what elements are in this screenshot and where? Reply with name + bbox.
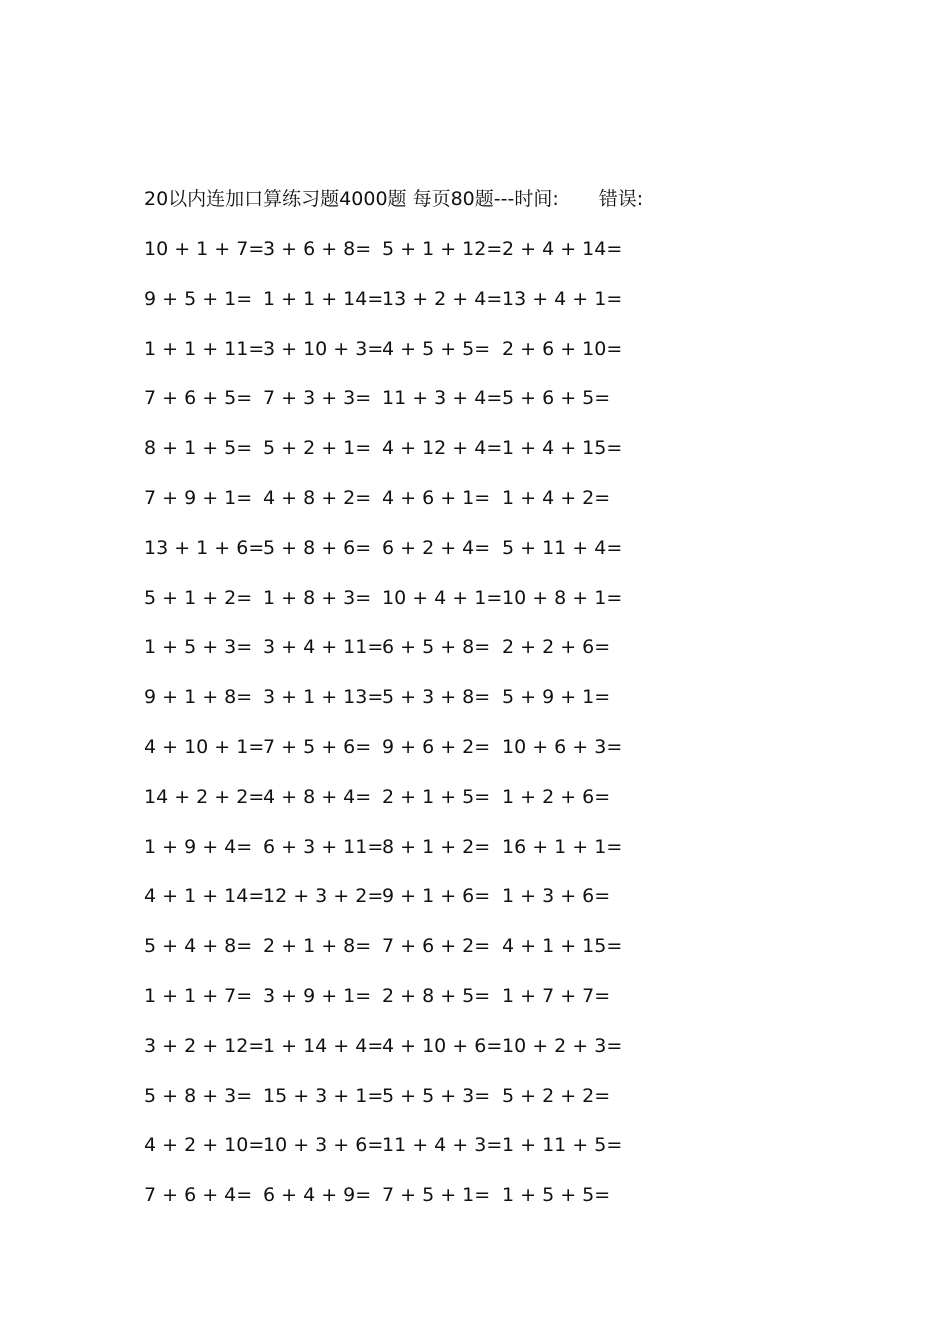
problem-item: 1 + 14 + 4= (263, 1034, 384, 1057)
worksheet-header (144, 184, 643, 214)
problem-row (144, 782, 664, 832)
problem-item: 1 + 4 + 15= (502, 437, 623, 460)
problem-item: 6 + 2 + 4= (382, 536, 491, 559)
problem-item: 5 + 3 + 8= (382, 686, 491, 709)
worksheet-title: 20以内连加口算练习题4000题 每页80题---时间: (144, 188, 559, 210)
problem-item: 2 + 8 + 5= (382, 984, 491, 1007)
problem-row (144, 583, 664, 633)
problem-row (144, 732, 664, 782)
problem-row (144, 682, 664, 732)
problem-item: 1 + 9 + 4= (144, 835, 253, 858)
problem-row (144, 981, 664, 1031)
problem-item: 1 + 5 + 5= (502, 1184, 611, 1207)
problem-item: 16 + 1 + 1= (502, 835, 623, 858)
problem-item: 10 + 4 + 1= (382, 586, 503, 609)
problem-item: 10 + 3 + 6= (263, 1134, 384, 1157)
problem-item: 5 + 1 + 12= (382, 238, 503, 260)
problem-item: 4 + 8 + 2= (263, 486, 372, 509)
problem-item: 2 + 2 + 6= (502, 636, 611, 659)
problem-item: 11 + 4 + 3= (382, 1134, 503, 1157)
problem-item: 7 + 9 + 1= (144, 486, 253, 509)
problem-item: 8 + 1 + 2= (382, 835, 491, 858)
problem-item: 5 + 4 + 8= (144, 935, 253, 958)
problem-item: 10 + 2 + 3= (502, 1034, 623, 1057)
problem-item: 3 + 9 + 1= (263, 984, 372, 1007)
problem-row (144, 832, 664, 882)
problem-item: 6 + 5 + 8= (382, 636, 491, 659)
problem-item: 5 + 5 + 3= (382, 1084, 491, 1107)
problem-row (144, 334, 664, 384)
problem-item: 4 + 6 + 1= (382, 486, 491, 509)
problem-item: 8 + 1 + 5= (144, 437, 253, 460)
problem-item: 5 + 8 + 6= (263, 536, 372, 559)
problem-row (144, 931, 664, 981)
problem-item: 4 + 10 + 1= (144, 735, 265, 758)
problem-item: 1 + 3 + 6= (502, 885, 611, 908)
problem-item: 7 + 6 + 5= (144, 387, 253, 410)
problem-item: 9 + 6 + 2= (382, 735, 491, 758)
problem-item: 4 + 1 + 15= (502, 935, 623, 958)
problem-item: 1 + 8 + 3= (263, 586, 372, 609)
problem-grid (144, 234, 664, 1230)
problem-item: 1 + 1 + 7= (144, 984, 253, 1007)
problem-item: 2 + 6 + 10= (502, 337, 623, 360)
problem-row (144, 632, 664, 682)
problem-row (144, 881, 664, 931)
problem-item: 3 + 4 + 11= (263, 636, 384, 659)
problem-item: 6 + 3 + 11= (263, 835, 384, 858)
problem-item: 12 + 3 + 2= (263, 885, 384, 908)
problem-row (144, 234, 664, 284)
errors-label: 错误: (598, 188, 644, 210)
problem-item: 7 + 3 + 3= (263, 387, 372, 410)
problem-row (144, 1130, 664, 1180)
problem-item: 9 + 1 + 8= (144, 686, 253, 709)
problem-item: 4 + 5 + 5= (382, 337, 491, 360)
problem-item: 9 + 1 + 6= (382, 885, 491, 908)
problem-row (144, 1081, 664, 1131)
problem-item: 4 + 1 + 14= (144, 885, 265, 908)
problem-item: 2 + 4 + 14= (502, 238, 623, 260)
problem-item: 1 + 7 + 7= (502, 984, 611, 1007)
problem-item: 6 + 4 + 9= (263, 1184, 372, 1207)
problem-item: 5 + 2 + 1= (263, 437, 372, 460)
problem-item: 1 + 2 + 6= (502, 785, 611, 808)
problem-item: 2 + 1 + 8= (263, 935, 372, 958)
problem-item: 4 + 12 + 4= (382, 437, 503, 460)
problem-row (144, 483, 664, 533)
problem-item: 1 + 4 + 2= (502, 486, 611, 509)
problem-item: 7 + 6 + 4= (144, 1184, 253, 1207)
problem-row (144, 533, 664, 583)
problem-item: 3 + 6 + 8= (263, 238, 372, 260)
problem-item: 5 + 9 + 1= (502, 686, 611, 709)
problem-item: 10 + 6 + 3= (502, 735, 623, 758)
problem-item: 1 + 1 + 14= (263, 287, 384, 310)
problem-item: 15 + 3 + 1= (263, 1084, 384, 1107)
problem-item: 5 + 1 + 2= (144, 586, 253, 609)
problem-item: 10 + 1 + 7= (144, 238, 265, 260)
problem-item: 4 + 2 + 10= (144, 1134, 265, 1157)
problem-item: 5 + 6 + 5= (502, 387, 611, 410)
problem-item: 13 + 4 + 1= (502, 287, 623, 310)
problem-item: 10 + 8 + 1= (502, 586, 623, 609)
problem-item: 5 + 11 + 4= (502, 536, 623, 559)
problem-row (144, 1180, 664, 1230)
problem-item: 1 + 11 + 5= (502, 1134, 623, 1157)
problem-item: 7 + 6 + 2= (382, 935, 491, 958)
problem-item: 3 + 2 + 12= (144, 1034, 265, 1057)
problem-row (144, 433, 664, 483)
problem-item: 3 + 10 + 3= (263, 337, 384, 360)
problem-item: 1 + 1 + 11= (144, 337, 265, 360)
problem-item: 7 + 5 + 6= (263, 735, 372, 758)
problem-item: 7 + 5 + 1= (382, 1184, 491, 1207)
problem-item: 5 + 8 + 3= (144, 1084, 253, 1107)
problem-item: 13 + 2 + 4= (382, 287, 503, 310)
problem-item: 3 + 1 + 13= (263, 686, 384, 709)
problem-row (144, 383, 664, 433)
problem-item: 9 + 5 + 1= (144, 287, 253, 310)
problem-item: 11 + 3 + 4= (382, 387, 503, 410)
problem-item: 13 + 1 + 6= (144, 536, 265, 559)
problem-item: 5 + 2 + 2= (502, 1084, 611, 1107)
problem-item: 4 + 8 + 4= (263, 785, 372, 808)
problem-item: 2 + 1 + 5= (382, 785, 491, 808)
problem-row (144, 1031, 664, 1081)
problem-item: 4 + 10 + 6= (382, 1034, 503, 1057)
problem-row (144, 284, 664, 334)
problem-item: 14 + 2 + 2= (144, 785, 265, 808)
problem-item: 1 + 5 + 3= (144, 636, 253, 659)
